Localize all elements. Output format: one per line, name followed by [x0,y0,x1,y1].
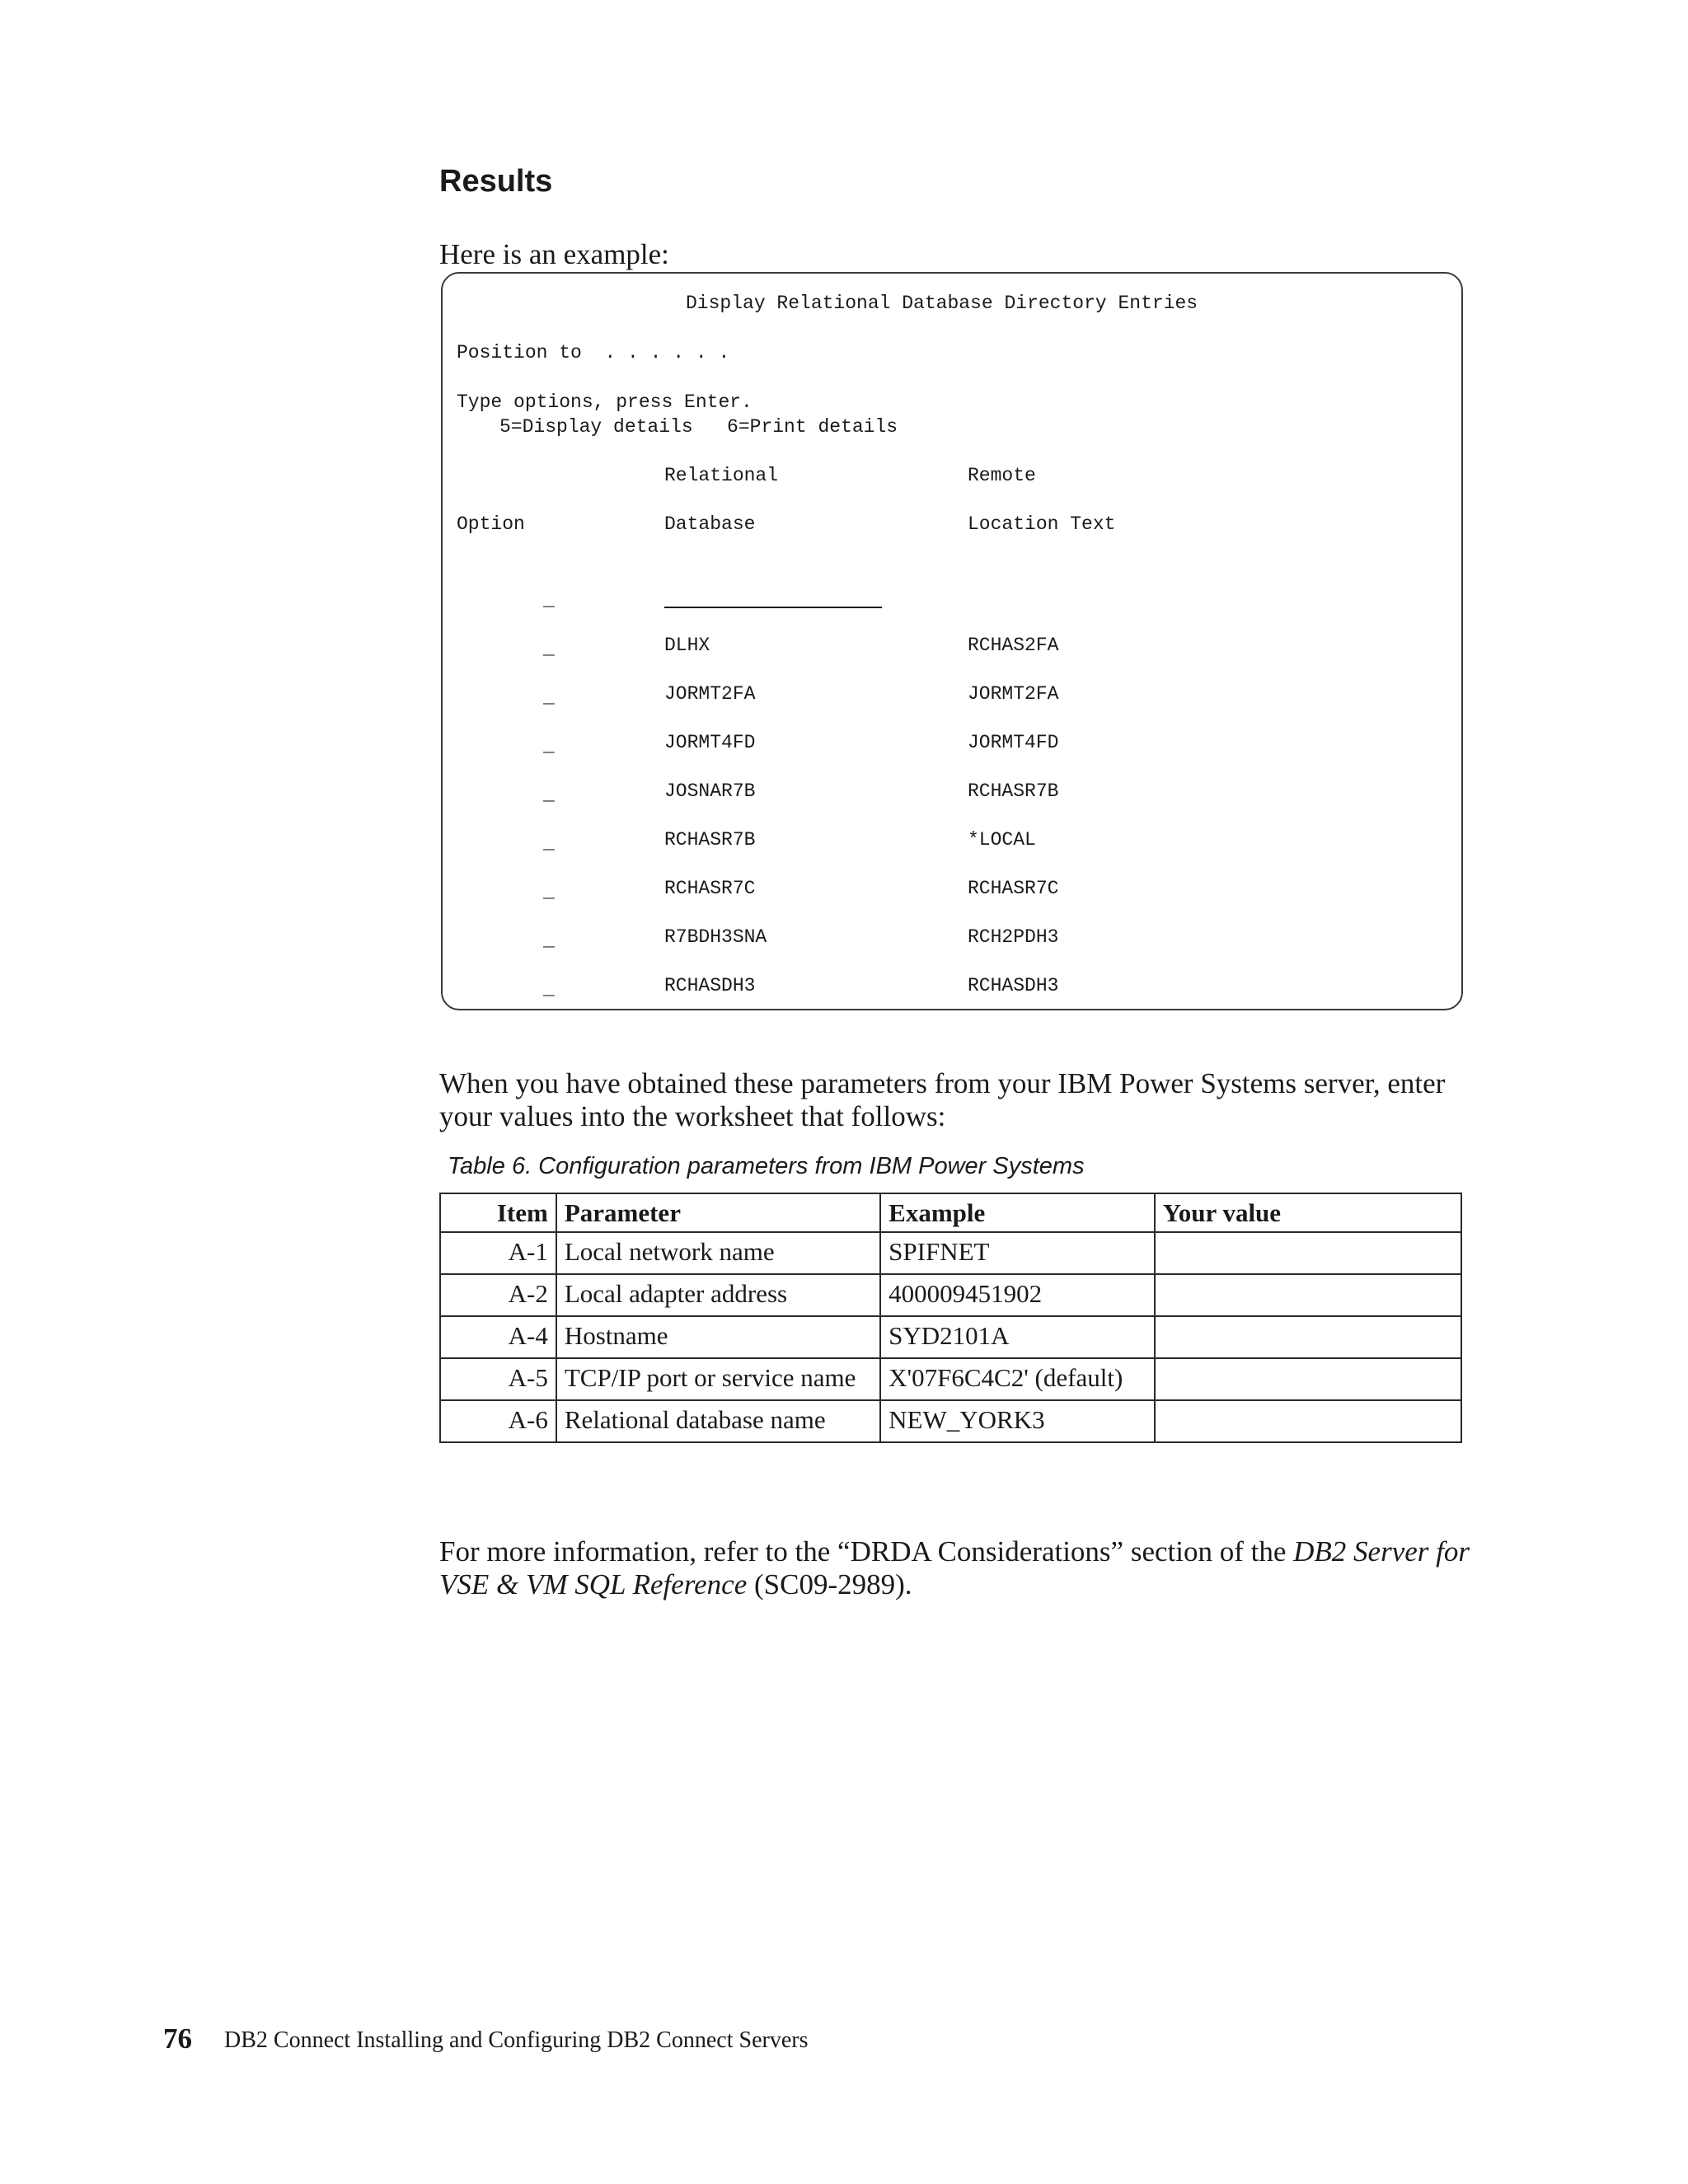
configuration-parameters-table [439,1193,1462,1443]
table-row [440,1358,1461,1400]
screen-title: Display Relational Database Directory Entries [686,293,1198,314]
blank-database-field [664,607,882,608]
row-remote: RCHAS2FA [968,635,1059,656]
row-option-field: _ [543,687,555,708]
row-remote: RCHASR7C [968,878,1059,899]
table-row [440,1274,1461,1316]
cell-item: A-2 [440,1274,556,1316]
row-database: JORMT4FD [664,732,756,753]
reference-text-before: For more information, refer to the “DRDA Considerations” section of the [439,1535,1294,1568]
column-header-location-text: Location Text [968,513,1116,535]
cell-parameter: Relational database name [556,1400,880,1442]
row-option-field: _ [543,930,555,951]
table-caption: Table 6. Configuration parameters from IBM Power Systems [448,1153,1085,1179]
cell-parameter: Hostname [556,1316,880,1358]
header-item: Item [440,1193,556,1232]
column-header-relational: Relational [664,465,779,486]
row-remote: *LOCAL [968,829,1036,851]
row-option-field: _ [543,832,555,854]
cell-your-value [1155,1232,1461,1274]
row-database: R7BDH3SNA [664,926,767,948]
header-your-value: Your value [1155,1193,1461,1232]
row-remote: JORMT4FD [968,732,1059,753]
header-example: Example [880,1193,1155,1232]
cell-item: A-4 [440,1316,556,1358]
cell-parameter: Local adapter address [556,1274,880,1316]
cell-example: X'07F6C4C2' (default) [880,1358,1155,1400]
worksheet-intro-paragraph: When you have obtained these parameters from your IBM Power Systems server, enter your values into the worksheet that follows: [439,1067,1446,1132]
cell-your-value [1155,1400,1461,1442]
terminal-screen-example [441,272,1463,1010]
row-database: DLHX [664,635,710,656]
table-row [440,1232,1461,1274]
screen-instructions: Type options, press Enter. [457,391,753,413]
row-database: JOSNAR7B [664,780,756,802]
row-option-field: _ [543,638,555,659]
column-header-option: Option [457,513,525,535]
position-to-prompt: Position to . . . . . . [457,342,730,363]
cell-item: A-6 [440,1400,556,1442]
row-database: JORMT2FA [664,683,756,705]
cell-example: SPIFNET [880,1232,1155,1274]
cell-example: NEW_YORK3 [880,1400,1155,1442]
column-header-remote: Remote [968,465,1036,486]
row-database: RCHASDH3 [664,975,756,996]
row-database: RCHASR7C [664,878,756,899]
row-option-field: _ [543,978,555,1000]
cell-parameter: Local network name [556,1232,880,1274]
cell-example: SYD2101A [880,1316,1155,1358]
reference-book-title: DB2 Server for VSE & VM SQL Reference [439,1535,1470,1601]
row-option-field: _ [543,881,555,902]
header-parameter: Parameter [556,1193,880,1232]
cell-your-value [1155,1316,1461,1358]
cell-your-value [1155,1358,1461,1400]
row-remote: RCHASDH3 [968,975,1059,996]
page-number: 76 [163,2022,192,2055]
row-remote: RCHASR7B [968,780,1059,802]
row-option-field: _ [543,784,555,805]
cell-parameter: TCP/IP port or service name [556,1358,880,1400]
row-remote: JORMT2FA [968,683,1059,705]
screen-options-line: 5=Display details 6=Print details [499,416,898,438]
cell-example: 400009451902 [880,1274,1155,1316]
row-option-field: _ [543,735,555,757]
section-heading: Results [439,164,553,199]
row-database: RCHASR7B [664,829,756,851]
cell-item: A-5 [440,1358,556,1400]
reference-paragraph [439,1535,1470,1601]
column-header-database: Database [664,513,756,535]
reference-text-after: (SC09-2989). [747,1568,912,1601]
intro-text: Here is an example: [439,238,669,270]
row-remote: RCH2PDH3 [968,926,1059,948]
table-row [440,1316,1461,1358]
table-header-row [440,1193,1461,1232]
footer-book-title: DB2 Connect Installing and Configuring DB2 Connect Servers [224,2027,809,2053]
blank-option-field: _ [543,589,555,611]
cell-item: A-1 [440,1232,556,1274]
cell-your-value [1155,1274,1461,1316]
table-row [440,1400,1461,1442]
